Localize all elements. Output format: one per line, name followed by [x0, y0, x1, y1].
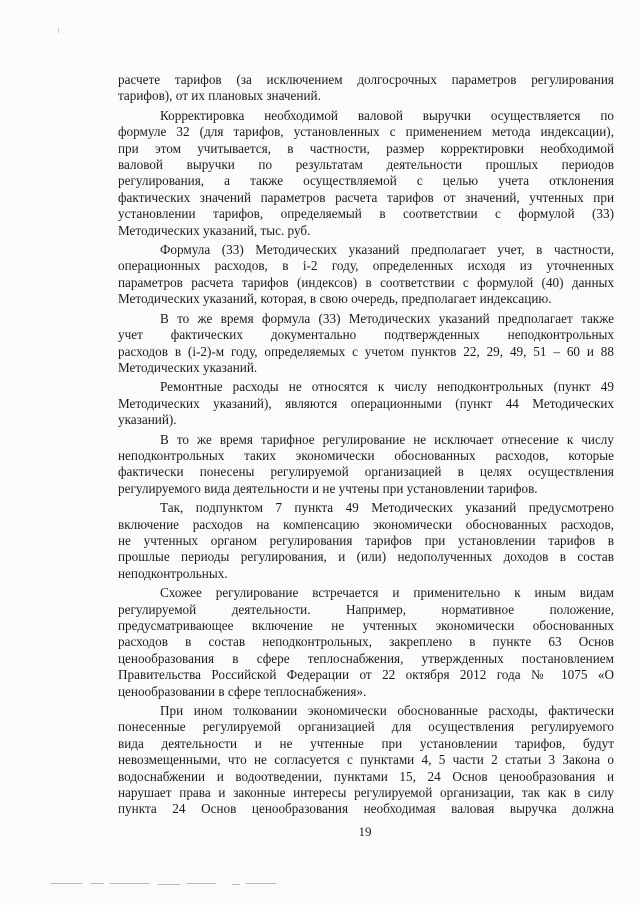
text-line: учет фактических документально подтвержденных неподконтрольных [118, 327, 614, 343]
text-line: При ином толковании экономически обоснованные расходы, фактически [160, 703, 614, 719]
text-line: Схожее регулирование встречается и применительно к иным видам [160, 585, 614, 601]
paragraph [118, 242, 614, 308]
text-line: неподконтрольных таких экономически обоснованных расходов, которые [118, 447, 614, 463]
text-line: Корректировка необходимой валовой выручки осуществляется по [160, 107, 614, 123]
text-line: указаний). [118, 412, 177, 428]
scan-artifact [110, 883, 150, 884]
text-line: операционных расходов, в i-2 году, определенных исходя из уточненных [118, 258, 614, 274]
scan-artifact [90, 883, 104, 884]
text-line: Ремонтные расходы не относятся к числу неподконтрольных (пункт 49 [160, 379, 614, 395]
paragraph [118, 108, 614, 239]
paragraph [118, 311, 614, 377]
text-line: Методических указаний, тыс. руб. [118, 222, 311, 238]
text-line: регулируемого вида деятельности и не учтены при установлении тарифов. [118, 480, 538, 496]
text-line: регулируемой деятельности. Например, нормативное положение, [118, 601, 614, 617]
text-line: невозмещенными, что не согласуется с пунктами 4, 5 части 2 статьи 3 Закона о [118, 752, 614, 768]
scan-artifact [58, 28, 59, 33]
text-line: расчете тарифов (за исключением долгосрочных параметров регулирования [118, 72, 614, 87]
text-line: прошлые периоды регулирования, и (или) недополученных доходов в состав [118, 549, 614, 565]
page-number: 19 [358, 824, 372, 839]
paragraph [118, 379, 614, 428]
text-line: неподконтрольных. [118, 565, 228, 581]
paragraph [118, 703, 614, 818]
text-line: не учтенных органом регулирования тарифов при установлении тарифов в [118, 532, 614, 548]
text-line: регулирования, а также осуществляемой с целью учета отклонения [118, 173, 614, 189]
text-line: В то же время формула (33) Методических указаний предполагает также [160, 310, 614, 326]
text-line: установлении тарифов, определяемый в соответствии с формулой (33) [118, 206, 614, 222]
text-line: водоснабжении и водоотведении, пунктами 15, 24 Основ ценообразования и [118, 768, 614, 784]
text-line: Методических указаний, которая, в свою очередь, предполагает индексацию. [118, 291, 552, 307]
text-line: вида деятельности и не учтенные при установлении тарифов, будут [118, 735, 614, 751]
paragraph [118, 72, 614, 105]
text-line: валовой выручки по результатам деятельности прошлых периодов [118, 157, 614, 173]
paragraph [118, 432, 614, 498]
text-line: фактических значений параметров расчета тарифов от значений, учтенных при [118, 189, 614, 205]
text-line: ценообразования в сфере теплоснабжения, утвержденных постановлением [118, 650, 614, 666]
text-line: В то же время тарифное регулирование не исключает отнесение к числу [160, 431, 614, 447]
text-line: при этом учитывается, в частности, размер корректировки необходимой [118, 140, 614, 156]
paragraph [118, 585, 614, 700]
text-line: Методических указаний. [118, 359, 258, 375]
text-line: пункта 24 Основ ценообразования необходимая валовая выручка должна [118, 801, 614, 817]
text-line: расходов в (i-2)-м году, определяемых с учетом пунктов 22, 29, 49, 51 – 60 и 88 [118, 343, 614, 359]
text-line: Так, подпунктом 7 пункта 49 Методических указаний предусмотрено [160, 500, 614, 516]
text-line: ценообразовании в сфере теплоснабжения». [118, 683, 367, 699]
body-text [118, 72, 614, 818]
scan-artifact [158, 884, 180, 885]
text-line: включение расходов на компенсацию экономически обоснованных расходов, [118, 516, 614, 532]
text-line: Методических указаний), являются операционными (пункт 44 Методических [118, 395, 614, 411]
text-line: фактически понесены регулируемой организацией в целях осуществления [118, 464, 614, 480]
text-line: предусматривающее включение не учтенных экономически обоснованных [118, 618, 614, 633]
text-line: нарушает права и законные интересы регулируемой организации, так как в силу [118, 785, 614, 801]
text-line: Правительства Российской Федерации от 22 октября 2012 года № 1075 «О [118, 667, 614, 683]
paragraph [118, 500, 614, 582]
scan-artifact [246, 883, 276, 884]
text-line: формуле 32 (для тарифов, установленных с применением метода индексации), [118, 124, 614, 140]
text-line: тарифов), от их плановых значений. [118, 88, 321, 104]
scan-artifact [186, 883, 216, 884]
text-line: параметров расчета тарифов (индексов) в соответствии с формулой (40) данных [118, 274, 614, 290]
scan-artifact [232, 884, 240, 885]
text-line: расходов в состав неподконтрольных, закреплено в пункте 63 Основ [118, 634, 614, 650]
text-line: Формула (33) Методических указаний предполагает учет, в частности, [160, 242, 614, 258]
text-line: понесенные регулируемой организацией для осуществления регулируемого [118, 719, 614, 735]
scan-artifact [50, 883, 82, 884]
